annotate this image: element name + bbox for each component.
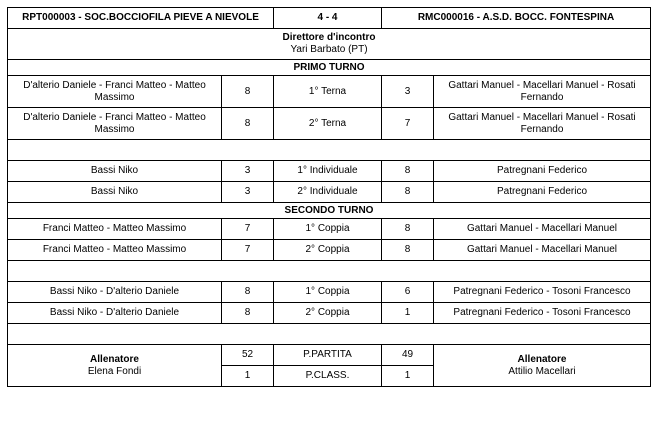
- game-label: 2° Coppia: [274, 303, 382, 324]
- game-row: [8, 108, 651, 140]
- away-score: 8: [382, 219, 434, 240]
- away-players: Gattari Manuel - Macellari Manuel - Rosati Fernando: [434, 108, 651, 140]
- away-class-points: 1: [382, 366, 434, 387]
- home-partita-points: 52: [222, 345, 274, 366]
- home-score: 3: [222, 161, 274, 182]
- game-row: [8, 182, 651, 203]
- game-row: [8, 303, 651, 324]
- home-players: Bassi Niko - D'alterio Daniele: [8, 303, 222, 324]
- secondo-turno-title: SECONDO TURNO: [8, 203, 651, 219]
- home-score: 7: [222, 219, 274, 240]
- footer-row-partita: [8, 345, 651, 366]
- home-team-name: RPT000003 - SOC.BOCCIOFILA PIEVE A NIEVOLE: [8, 8, 274, 29]
- partita-label: P.PARTITA: [274, 345, 382, 366]
- director-title: Direttore d'incontro: [282, 32, 376, 43]
- game-row: [8, 240, 651, 261]
- away-score: 8: [382, 182, 434, 203]
- away-score: 8: [382, 240, 434, 261]
- spacer-cell: [8, 324, 651, 345]
- away-score: 6: [382, 282, 434, 303]
- away-players: Patregnani Federico: [434, 182, 651, 203]
- away-coach-label: Allenatore: [517, 353, 567, 365]
- director-cell: [8, 29, 651, 60]
- home-players: D'alterio Daniele - Franci Matteo - Matteo Massimo: [8, 76, 222, 108]
- primo-turno-title: PRIMO TURNO: [8, 60, 651, 76]
- away-team-name: RMC000016 - A.S.D. BOCC. FONTESPINA: [382, 8, 651, 29]
- away-players: Patregnani Federico - Tosoni Francesco: [434, 303, 651, 324]
- spacer-cell: [8, 140, 651, 161]
- game-label: 1° Terna: [274, 76, 382, 108]
- away-partita-points: 49: [382, 345, 434, 366]
- game-label: 2° Terna: [274, 108, 382, 140]
- home-players: Bassi Niko: [8, 161, 222, 182]
- game-label: 2° Individuale: [274, 182, 382, 203]
- away-score: 8: [382, 161, 434, 182]
- game-label: 2° Coppia: [274, 240, 382, 261]
- spacer-row: [8, 324, 651, 345]
- home-players: Franci Matteo - Matteo Massimo: [8, 240, 222, 261]
- game-row: [8, 161, 651, 182]
- home-players: Bassi Niko: [8, 182, 222, 203]
- home-score: 8: [222, 303, 274, 324]
- director-name: Yari Barbato (PT): [290, 44, 368, 55]
- spacer-row: [8, 140, 651, 161]
- away-players: Gattari Manuel - Macellari Manuel - Rosati Fernando: [434, 76, 651, 108]
- match-report: [7, 7, 651, 387]
- class-label: P.CLASS.: [274, 366, 382, 387]
- home-players: Bassi Niko - D'alterio Daniele: [8, 282, 222, 303]
- away-score: 3: [382, 76, 434, 108]
- spacer-row: [8, 261, 651, 282]
- game-row: [8, 282, 651, 303]
- section-row: [8, 203, 651, 219]
- game-row: [8, 219, 651, 240]
- spacer-cell: [8, 261, 651, 282]
- away-score: 1: [382, 303, 434, 324]
- home-players: D'alterio Daniele - Franci Matteo - Matteo Massimo: [8, 108, 222, 140]
- section-row: [8, 60, 651, 76]
- away-players: Gattari Manuel - Macellari Manuel: [434, 240, 651, 261]
- home-score: 8: [222, 76, 274, 108]
- away-coach-cell: [434, 345, 651, 387]
- home-coach-cell: [8, 345, 222, 387]
- home-class-points: 1: [222, 366, 274, 387]
- home-players: Franci Matteo - Matteo Massimo: [8, 219, 222, 240]
- home-coach-name: Elena Fondi: [87, 365, 142, 377]
- home-coach-label: Allenatore: [90, 353, 139, 365]
- home-score: 3: [222, 182, 274, 203]
- game-label: 1° Coppia: [274, 219, 382, 240]
- away-coach-name: Attilio Macellari: [508, 365, 576, 377]
- game-label: 1° Coppia: [274, 282, 382, 303]
- game-row: [8, 76, 651, 108]
- game-label: 1° Individuale: [274, 161, 382, 182]
- away-score: 7: [382, 108, 434, 140]
- match-score: 4 - 4: [274, 8, 382, 29]
- away-players: Patregnani Federico - Tosoni Francesco: [434, 282, 651, 303]
- director-row: [8, 29, 651, 60]
- home-score: 8: [222, 108, 274, 140]
- home-score: 8: [222, 282, 274, 303]
- away-players: Gattari Manuel - Macellari Manuel: [434, 219, 651, 240]
- away-players: Patregnani Federico: [434, 161, 651, 182]
- header-row: [8, 8, 651, 29]
- home-score: 7: [222, 240, 274, 261]
- match-report-table: [7, 7, 651, 387]
